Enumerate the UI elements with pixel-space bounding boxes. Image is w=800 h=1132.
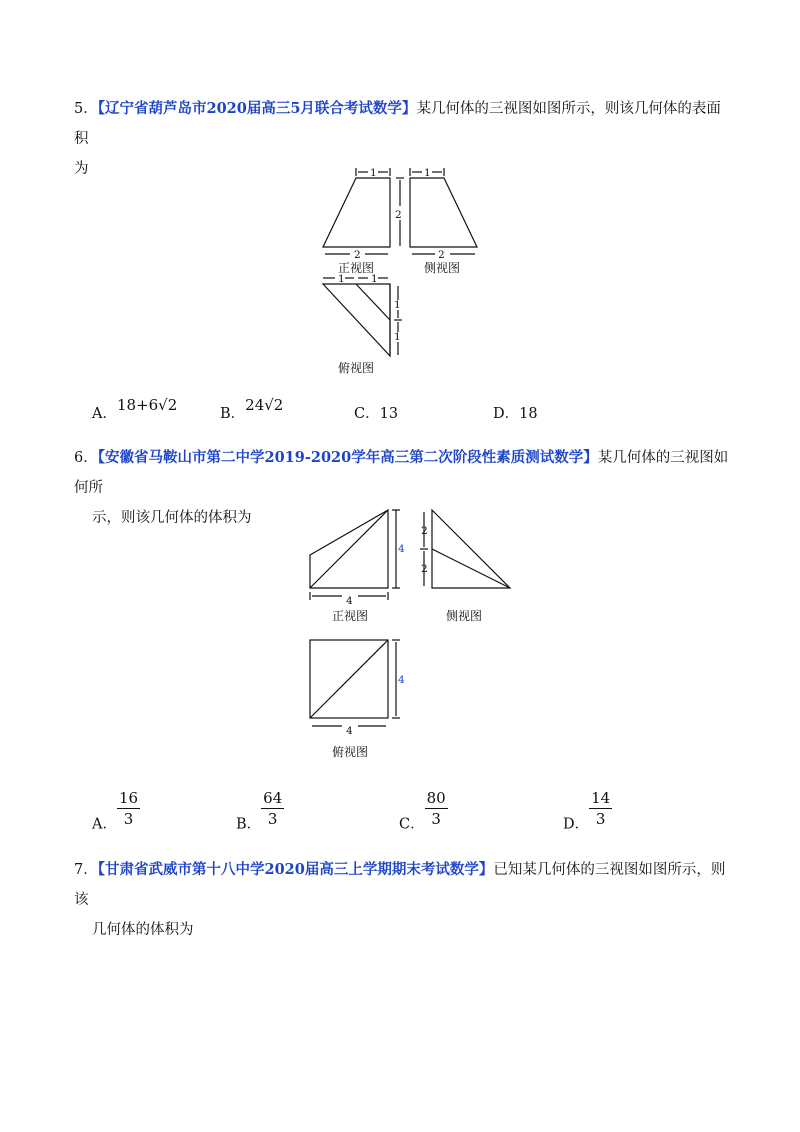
question-text: 某几何体的三视图如何所	[74, 450, 729, 496]
question-source: 【辽宁省葫芦岛市2020届高三5月联合考试数学】	[97, 100, 417, 117]
question-text: 示，则该几何体的体积为	[92, 510, 252, 526]
q5-top-view-shape	[323, 284, 390, 356]
q6-dim-label: 4	[398, 543, 405, 555]
q5-dim-label: 1	[338, 273, 345, 285]
q5-option-b[interactable]	[220, 396, 284, 423]
q5-top-view-caption: 俯视图	[338, 361, 375, 375]
q6-side-view-caption: 侧视图	[446, 609, 483, 623]
fraction-numerator: 64	[263, 789, 283, 807]
q6-option-c[interactable]	[399, 788, 448, 834]
option-letter: C．	[354, 406, 380, 422]
option-fraction	[425, 788, 448, 829]
option-fraction	[117, 788, 140, 829]
q6-option-d[interactable]	[563, 788, 612, 834]
q6-dim-label: 4	[346, 595, 353, 607]
question-5-line-1	[74, 94, 734, 154]
fraction-numerator: 14	[591, 789, 611, 807]
q6-dim-label: 2	[421, 563, 428, 575]
q5-option-d[interactable]	[493, 402, 538, 423]
q6-front-view-caption: 正视图	[332, 609, 369, 623]
q5-side-view-shape	[410, 178, 477, 247]
option-value: 18+6√2	[116, 396, 178, 414]
q5-dim-label: 1	[370, 167, 377, 179]
option-fraction	[261, 788, 284, 829]
option-letter: A．	[92, 816, 117, 833]
question-number: 7．	[74, 862, 98, 878]
question-7-line-1	[74, 855, 734, 915]
question-number: 6．	[74, 450, 98, 466]
q6-option-a[interactable]	[92, 788, 140, 834]
q5-front-view-caption: 正视图	[338, 261, 375, 275]
question-number: 5．	[74, 101, 98, 117]
question-text: 为	[74, 161, 89, 177]
q6-dim-label: 2	[421, 525, 428, 537]
q6-option-b[interactable]	[236, 788, 284, 834]
fraction-numerator: 16	[118, 789, 139, 807]
q5-dim-label: 2	[438, 249, 445, 261]
question-source: 【甘肃省武威市第十八中学2020届高三上学期期末考试数学】	[97, 861, 494, 878]
option-letter: D．	[493, 406, 520, 422]
question-text: 几何体的体积为	[92, 922, 194, 938]
option-fraction	[589, 788, 612, 829]
fraction-denominator: 3	[123, 810, 134, 828]
question-text: 某几何体的三视图如图所示，则该几何体的表面积	[74, 101, 721, 147]
q5-dim-label: 2	[395, 209, 402, 221]
q5-dim-label: 1	[424, 167, 431, 179]
option-value: 13	[379, 406, 399, 422]
option-letter: D．	[563, 816, 590, 833]
q5-side-view-caption: 侧视图	[424, 261, 461, 275]
question-7	[74, 855, 734, 945]
option-letter: C．	[399, 816, 425, 833]
fraction-denominator: 3	[267, 810, 278, 828]
question-7-line-2	[92, 915, 734, 945]
q6-dim-label: 4	[346, 725, 353, 737]
q6-dim-label: 4	[398, 674, 405, 686]
question-text: 已知某几何体的三视图如图所示，则该	[74, 862, 726, 908]
q5-option-a[interactable]	[92, 396, 178, 423]
q5-dim-label: 1	[394, 299, 401, 311]
q5-option-c[interactable]	[354, 402, 398, 423]
option-letter: A．	[92, 406, 117, 422]
option-letter: B．	[236, 816, 262, 833]
fraction-numerator: 80	[426, 789, 446, 807]
q5-dim-label: 1	[394, 331, 401, 343]
option-letter: B．	[220, 406, 246, 422]
fraction-denominator: 3	[431, 810, 441, 828]
q5-dim-label: 2	[354, 249, 361, 261]
fraction-denominator: 3	[595, 810, 606, 828]
q5-three-view-figure	[310, 160, 490, 382]
q5-front-view-shape	[323, 178, 390, 247]
question-6-line-1	[74, 443, 734, 503]
q6-three-view-figure	[300, 500, 520, 770]
question-source: 【安徽省马鞍山市第二中学2019-2020学年高三第二次阶段性素质测试数学】	[97, 449, 598, 466]
q5-dim-label: 1	[371, 273, 378, 285]
option-value: 24√2	[245, 396, 284, 414]
option-value: 18	[519, 406, 538, 422]
q6-top-view-caption: 俯视图	[332, 745, 369, 759]
q6-side-view-shape	[432, 510, 510, 588]
